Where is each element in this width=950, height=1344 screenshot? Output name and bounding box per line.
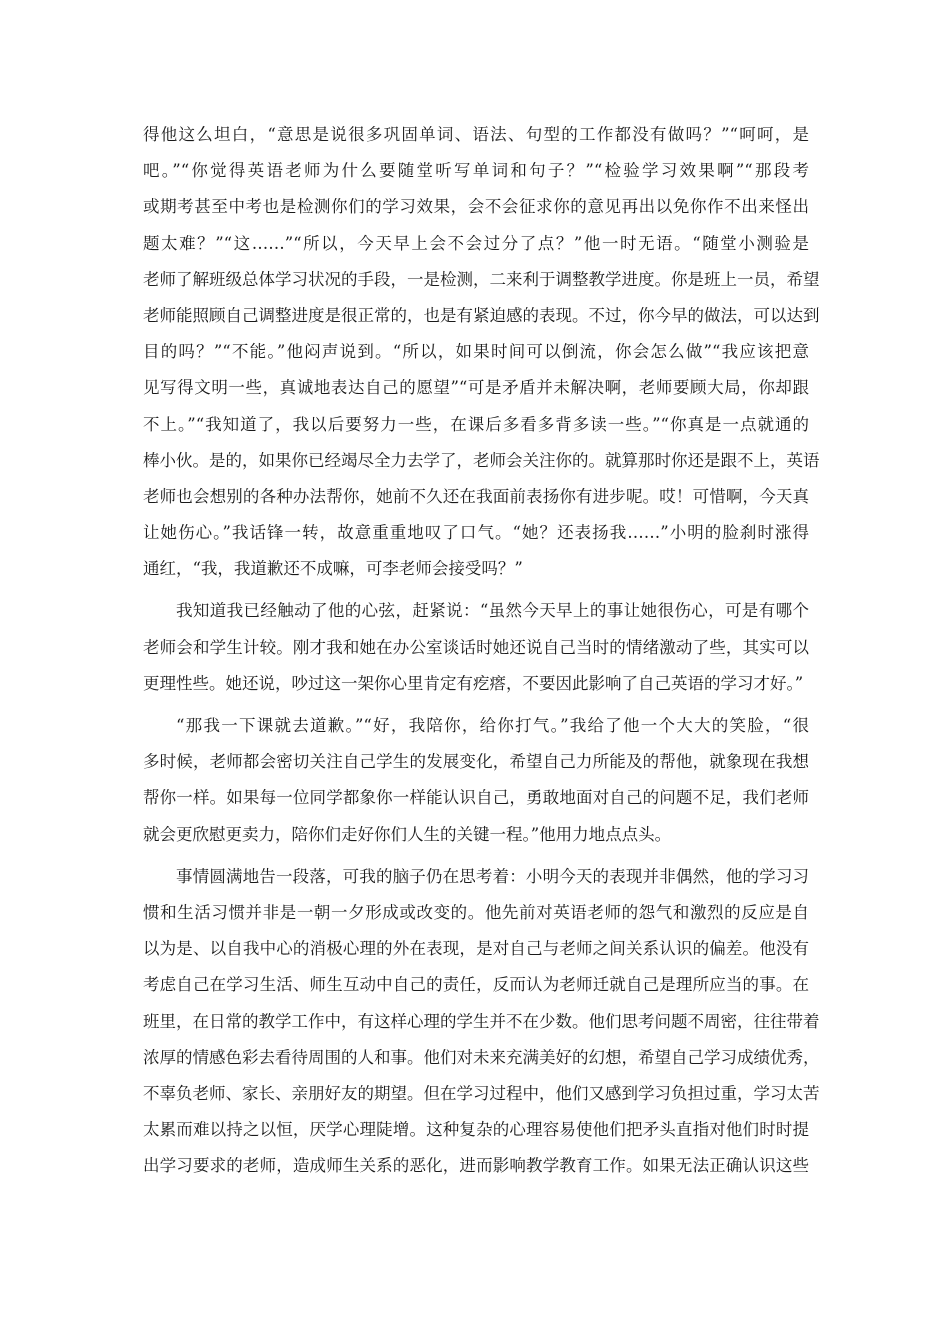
text-line: 吧。”“你觉得英语老师为什么要随堂听写单词和句子？”“检验学习效果啊”“那段考	[143, 161, 809, 181]
text-line: 太累而难以持之以恒，厌学心理陡增。这种复杂的心理容易使他们把矛头直指对他们时时提	[143, 1120, 809, 1140]
paragraph	[143, 117, 820, 587]
text-line: 得他这么坦白，“意思是说很多巩固单词、语法、句型的工作都没有做吗？”“呵呵，是	[143, 125, 809, 144]
text-line: 出学习要求的老师，造成师生关系的恶化，进而影响教学教育工作。如果无法正确认识这些	[143, 1156, 809, 1176]
text-line: 事情圆满地告一段落，可我的脑子仍在思考着：小明今天的表现并非偶然，他的学习习	[176, 866, 809, 886]
paragraph	[143, 859, 820, 1185]
body-text	[143, 117, 820, 1184]
text-line: 或期考甚至中考也是检测你们的学习效果，会不会征求你的意见再出以免你作不出来怪出	[143, 197, 809, 217]
text-line: 让她伤心。”我话锋一转，故意重重地叹了口气。“她？还表扬我……”小明的脸刹时涨得	[143, 523, 809, 543]
text-line: 多时候，老师都会密切关注自己学生的发展变化，希望自己力所能及的帮他，就象现在我想	[143, 752, 809, 772]
text-line: 老师能照顾自己调整进度是很正常的，也是有紧迫感的表现。不过，你今早的做法，可以达到	[143, 305, 820, 325]
text-line: 老师也会想别的各种办法帮你，她前不久还在我面前表扬你有进步呢。哎！可惜啊，今天真	[143, 486, 809, 506]
text-line: 帮你一样。如果每一位同学都象你一样能认识自己，勇敢地面对自己的问题不足，我们老师	[143, 788, 809, 808]
text-line: 班里，在日常的教学工作中，有这样心理的学生并不在少数。他们思考问题不周密，往往带着	[143, 1011, 820, 1031]
text-line: 更理性些。她还说，吵过这一架你心里肯定有疙瘩，不要因此影响了自己英语的学习才好。”	[143, 673, 804, 693]
text-line: 不辜负老师、家长、亲朋好友的期望。但在学习过程中，他们又感到学习负担过重，学习太苦	[143, 1083, 820, 1103]
text-line: 老师了解班级总体学习状况的手段，一是检测，二来利于调整教学进度。你是班上一员，希望	[143, 269, 820, 289]
text-line: 通红，“我，我道歉还不成嘛，可李老师会接受吗？”	[143, 559, 523, 579]
text-line: 考虑自己在学习生活、师生互动中自己的责任，反而认为老师迁就自己是理所应当的事。在	[143, 975, 809, 995]
text-line: 以为是、以自我中心的消极心理的外在表现，是对自己与老师之间关系认识的偏差。他没有	[143, 939, 809, 959]
text-line: 浓厚的情感色彩去看待周围的人和事。他们对未来充满美好的幻想，希望自己学习成绩优秀，	[143, 1047, 820, 1067]
text-line: 目的吗？”“不能。”他闷声说到。“所以，如果时间可以倒流，你会怎么做”“我应该把意	[143, 342, 809, 362]
text-line: 我知道我已经触动了他的心弦，赶紧说：“虽然今天早上的事让她很伤心，可是有哪个	[176, 601, 809, 621]
text-line: 见写得文明一些，真诚地表达自己的愿望”“可是矛盾并未解决啊，老师要顾大局，你却跟	[143, 378, 809, 398]
text-line: 题太难？”“这……”“所以，今天早上会不会过分了点？”他一时无语。“随堂小测验是	[143, 233, 809, 253]
text-line: “那我一下课就去道歉。”“好，我陪你，给你打气。”我给了他一个大大的笑脸，“很	[176, 716, 809, 735]
paragraph	[143, 593, 809, 702]
paragraph	[143, 708, 809, 853]
text-line: 棒小伙。是的，如果你已经竭尽全力去学了，老师会关注你的。就算那时你还是跟不上，英语	[143, 450, 820, 470]
text-line: 惯和生活习惯并非是一朝一夕形成或改变的。他先前对英语老师的怨气和激烈的反应是自	[143, 902, 809, 922]
text-line: 不上。”“我知道了，我以后要努力一些，在课后多看多背多读一些。”“你真是一点就通的	[143, 414, 809, 434]
text-line: 老师会和学生计较。刚才我和她在办公室谈话时她还说自己当时的情绪激动了些，其实可以	[143, 637, 809, 657]
text-line: 就会更欣慰更卖力，陪你们走好你们人生的关键一程。”他用力地点点头。	[143, 824, 672, 844]
